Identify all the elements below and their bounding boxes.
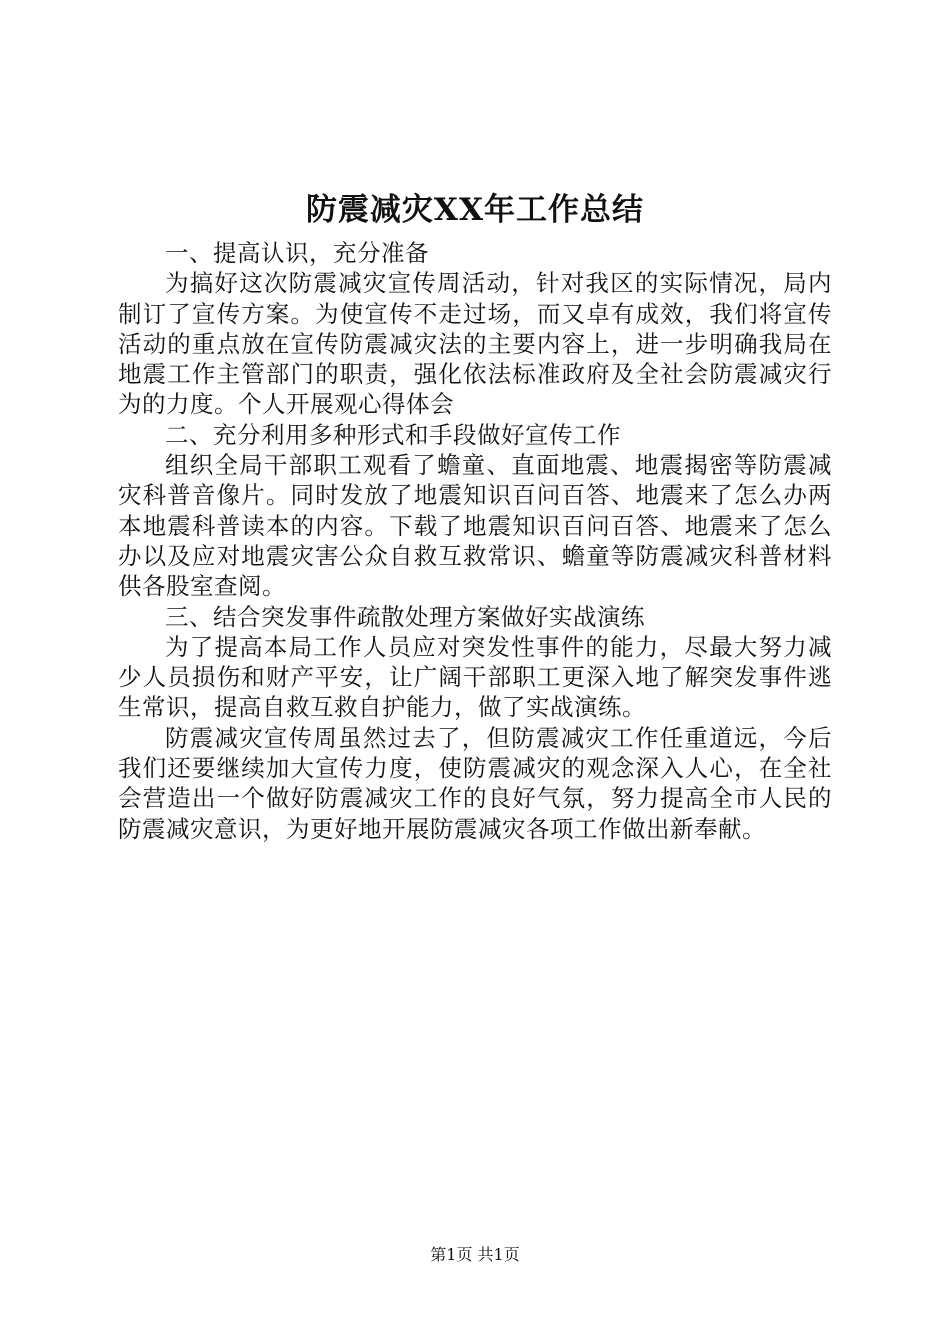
section-heading-1: 一、提高认识，充分准备 <box>165 239 429 267</box>
document-title: 防震减灾XX年工作总结 <box>305 192 645 228</box>
section-heading-3: 三、结合突发事件疏散处理方案做好实战演练 <box>165 602 645 631</box>
paragraph-2: 组织全局干部职工观看了蟾童、直面地震、地震揭密等防震减灾科普音像片。同时发放了地震知识百问百答、地震来了怎么办两本地震科普读本的内容。下载了地震知识百问百答、地震来了怎么办以及应对地震灾害公众自救互救常识、蟾童等防震减灾科普材料供各股室查阅。 <box>118 451 832 601</box>
document-body <box>118 238 832 844</box>
section-heading-2: 二、充分利用多种形式和手段做好宣传工作 <box>165 420 621 449</box>
paragraph-1: 为搞好这次防震减灾宣传周活动，针对我区的实际情况，局内制订了宣传方案。为使宣传不走过场，而又卓有成效，我们将宣传活动的重点放在宣传防震减灾法的主要内容上，进一步明确我局在地震工作主管部门的职责，强化依法标准政府及全社会防震减灾行为的力度。个人开展观心得体会 <box>118 269 832 419</box>
paragraph-3: 为了提高本局工作人员应对突发性事件的能力，尽最大努力减少人员损伤和财产平安，让广阔干部职工更深入地了解突发事件逃生常识，提高自救互救自护能力，做了实战演练。 <box>118 632 832 722</box>
paragraph-4: 防震减灾宣传周虽然过去了，但防震减灾工作任重道远，今后我们还要继续加大宣传力度，使防震减灾的观念深入人心，在全社会营造出一个做好防震减灾工作的良好气氛，努力提高全市人民的防震减灾意识，为更好地开展防震减灾各项工作做出新奉献。 <box>118 723 832 843</box>
page-footer: 第1页 共1页 <box>430 1245 520 1264</box>
